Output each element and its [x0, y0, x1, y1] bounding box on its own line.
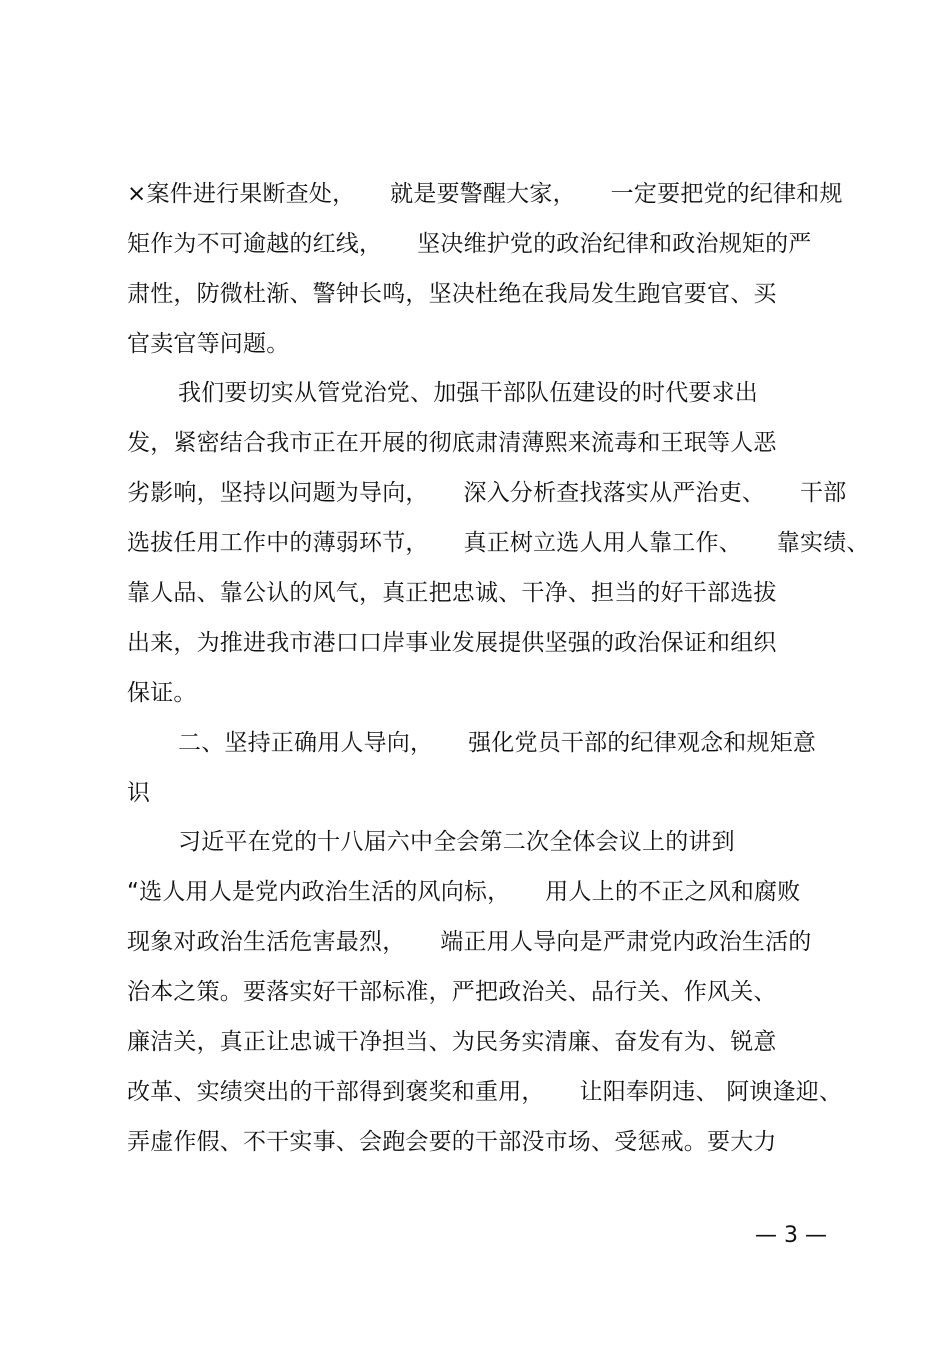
text-line: 肃性，防微杜渐、警钟长鸣，坚决杜绝在我局发生跑官要官、买 — [127, 281, 777, 307]
text-line: 弄虚作假、不干实事、会跑会要的干部没市场、受惩戒。要大力 — [127, 1129, 777, 1155]
text-line: 矩作为不可逾越的红线， 坚决维护党的政治纪律和政治规矩的严 — [127, 231, 812, 257]
text-line: 选拔任用工作中的薄弱环节， 真正树立选人用人靠工作、 靠实绩、 — [127, 530, 870, 556]
text-line: 治本之策。要落实好干部标准，严把政治关、品行关、作风关、 — [127, 979, 777, 1005]
text-line: 保证。 — [127, 680, 197, 706]
text-line: 靠人品、靠公认的风气，真正把忠诚、干净、担当的好干部选拔 — [127, 580, 777, 606]
text-line: 劣影响，坚持以问题为导向， 深入分析查找落实从严治吏、 干部 — [127, 480, 847, 506]
text-line: “选人用人是党内政治生活的风向标， 用人上的不正之风和腐败 — [127, 879, 801, 905]
text-line: 出来，为推进我市港口口岸事业发展提供坚强的政治保证和组织 — [127, 630, 777, 656]
text-line: 官卖官等问题。 — [127, 331, 290, 357]
section-heading-continuation: 识 — [127, 780, 151, 806]
text-line: 改革、实绩突出的干部得到褒奖和重用， 让阳奉阴违、 阿谀逢迎、 — [127, 1079, 843, 1105]
text-line: 廉洁关，真正让忠诚干净担当、为民务实清廉、奋发有为、锐意 — [127, 1029, 777, 1055]
page-number: — 3 — — [755, 1223, 827, 1248]
text-line: ×案件进行果断查处， 就是要警醒大家， 一定要把党的纪律和规 — [127, 181, 843, 207]
section-heading: 二、坚持正确用人导向， 强化党员干部的纪律观念和规矩意 — [178, 730, 817, 756]
paragraph-first-line: 习近平在党的十八届六中全会第二次全体会议上的讲到 — [178, 829, 735, 855]
text-line: 现象对政治生活危害最烈， 端正用人导向是严肃党内政治生活的 — [127, 929, 812, 955]
text-line: 发，紧密结合我市正在开展的彻底肃清薄熙来流毒和王珉等人恶 — [127, 430, 777, 456]
paragraph-first-line: 我们要切实从管党治党、加强干部队伍建设的时代要求出 — [178, 380, 758, 406]
